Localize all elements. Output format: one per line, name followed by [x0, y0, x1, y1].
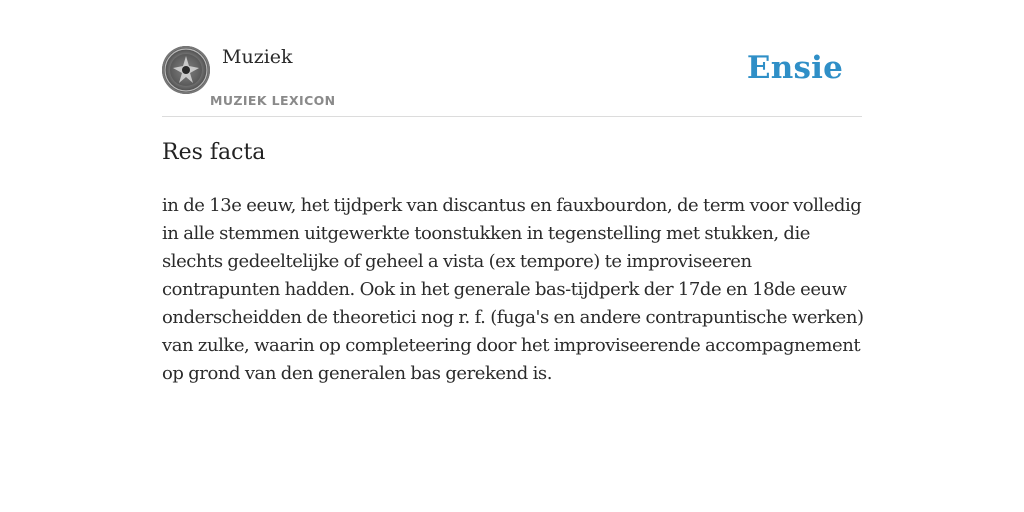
body-line: onderscheidden de theoretici nog r. f. (fuga's en andere contrapuntische werken) [162, 307, 864, 328]
body-line: contrapunten hadden. Ook in het generale bas-tijdperk der 17de en 18de eeuw [162, 279, 847, 300]
collection-subtitle[interactable]: MUZIEK LEXICON [210, 93, 336, 108]
brand-logo[interactable]: Ensie [746, 50, 843, 86]
article-body [162, 192, 862, 388]
page-header [162, 0, 862, 117]
body-line: van zulke, waarin op completeering door het improviseerende accompagnement [162, 335, 861, 356]
body-line: slechts gedeeltelijke of geheel a vista (ex tempore) te improviseeren [162, 251, 752, 272]
article-title: Res facta [162, 140, 266, 165]
body-line: in alle stemmen uitgewerkte toonstukken in tegenstelling met stukken, die [162, 223, 810, 244]
body-line: in de 13e eeuw, het tijdperk van discantus en fauxbourdon, de term voor volledig [162, 195, 862, 216]
emblem-icon[interactable] [162, 46, 210, 94]
body-line: op grond van den generalen bas gerekend is. [162, 363, 552, 384]
collection-title[interactable]: Muziek [222, 46, 293, 68]
